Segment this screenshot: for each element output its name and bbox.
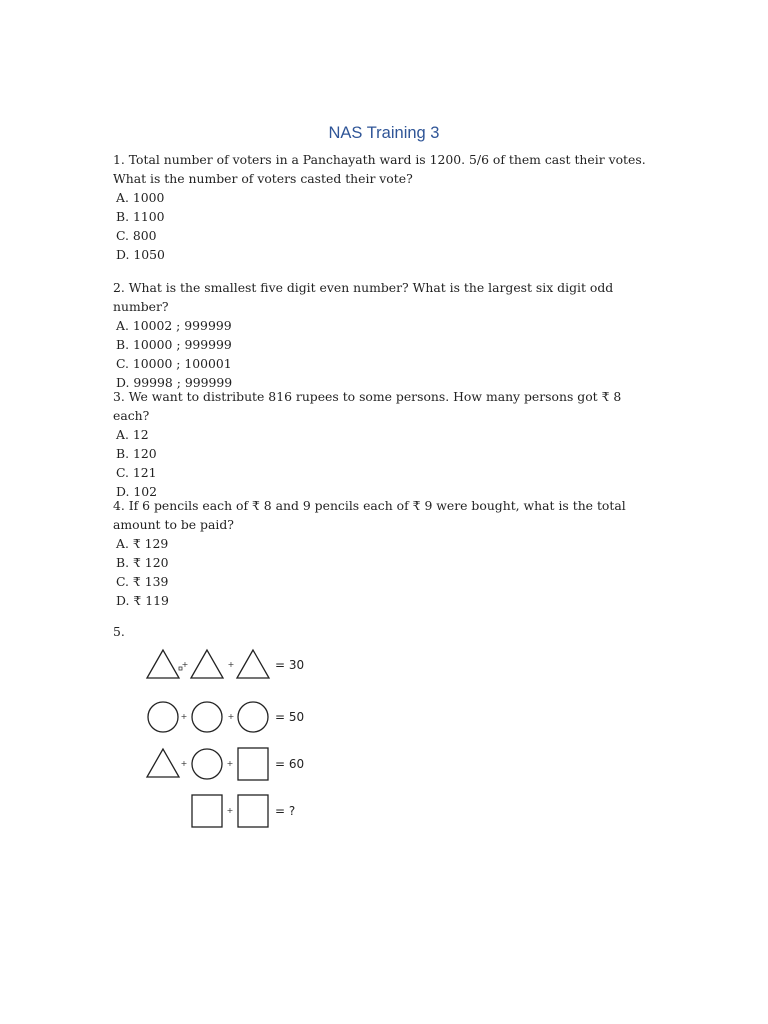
square-shape — [238, 748, 268, 780]
page-title: NAS Training 3 — [328, 124, 440, 142]
option-a: A. 10002 ; 999999 — [116, 318, 232, 333]
row-result: = ? — [275, 804, 296, 818]
row-result: = 60 — [275, 757, 305, 771]
triangle-shape — [147, 749, 179, 777]
puzzle-row — [148, 702, 304, 732]
option-a: A. ₹ 129 — [116, 536, 169, 551]
plus-sign: + — [226, 759, 234, 768]
row-result: = 30 — [275, 658, 305, 672]
question-5-number: 5. — [113, 624, 125, 639]
square-shape — [238, 795, 268, 827]
option-a: A. 1000 — [116, 190, 165, 205]
puzzle-row — [192, 795, 295, 827]
option-a: A. 12 — [116, 427, 149, 442]
question-2 — [113, 278, 658, 392]
question-3 — [113, 387, 658, 501]
option-b: B. ₹ 120 — [116, 555, 169, 570]
triangle-shape — [237, 650, 269, 678]
option-d: D. ₹ 119 — [116, 593, 169, 608]
question-stem: 1. Total number of voters in a Panchayath ward is 1200. 5/6 of them cast their votes. What is the number of voters casted their vote? — [113, 152, 646, 186]
plus-sign: + — [181, 660, 189, 669]
question-stem: 4. If 6 pencils each of ₹ 8 and 9 pencils each of ₹ 9 were bought, what is the total amount to be paid? — [113, 498, 626, 532]
option-c: C. 800 — [116, 228, 157, 243]
option-b: B. 1100 — [116, 209, 165, 224]
option-c: C. ₹ 139 — [116, 574, 169, 589]
triangle-shape — [191, 650, 223, 678]
question-stem: 3. We want to distribute 816 rupees to some persons. How many persons got ₹ 8 each? — [113, 389, 622, 423]
square-shape — [192, 795, 222, 827]
puzzle-row — [147, 748, 304, 780]
circle-shape — [238, 702, 268, 732]
puzzle-row — [147, 650, 304, 678]
circle-shape — [192, 749, 222, 779]
triangle-shape — [147, 650, 179, 678]
plus-sign: + — [227, 660, 235, 669]
plus-sign: + — [180, 759, 188, 768]
question-stem: 2. What is the smallest five digit even number? What is the largest six digit odd number? — [113, 280, 614, 314]
question-1 — [113, 150, 658, 264]
option-d: D. 99998 ; 999999 — [116, 375, 233, 390]
question-4 — [113, 496, 658, 610]
option-c: C. 10000 ; 100001 — [116, 356, 232, 371]
plus-sign: + — [226, 806, 234, 815]
plus-sign: + — [227, 712, 235, 721]
option-b: B. 10000 ; 999999 — [116, 337, 232, 352]
plus-sign: + — [180, 712, 188, 721]
stray-mark — [179, 667, 182, 670]
option-d: D. 102 — [116, 484, 158, 499]
circle-shape — [148, 702, 178, 732]
option-d: D. 1050 — [116, 247, 165, 262]
option-c: C. 121 — [116, 465, 157, 480]
option-b: B. 120 — [116, 446, 157, 461]
row-result: = 50 — [275, 710, 305, 724]
circle-shape — [192, 702, 222, 732]
